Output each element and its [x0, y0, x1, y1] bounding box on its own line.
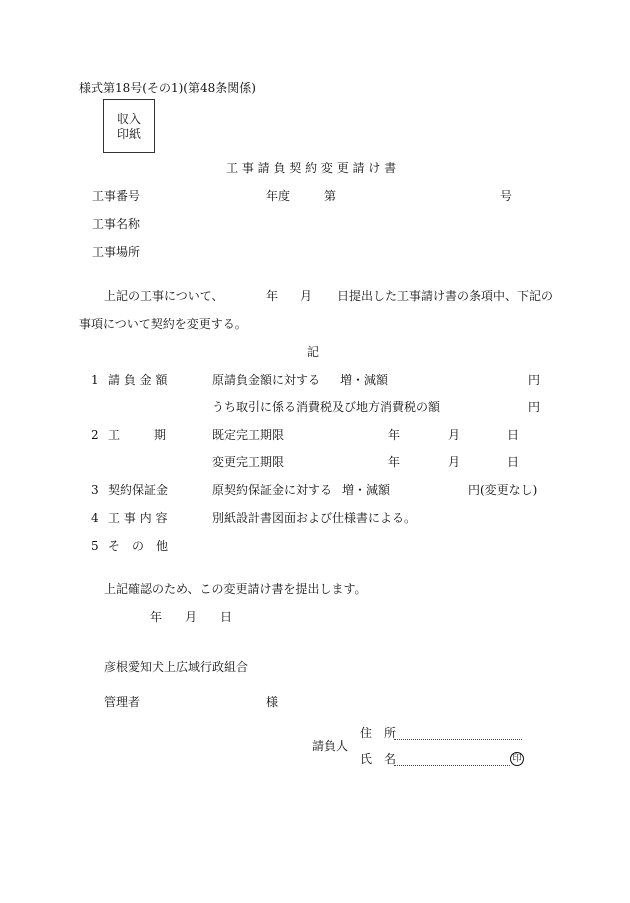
closing-year: 年 — [150, 610, 163, 624]
construction-place-label: 工事場所 — [92, 245, 141, 259]
item-2-label-a: 工 — [108, 428, 121, 442]
item-3-number: 3 — [91, 483, 99, 497]
item-2-row2-day: 日 — [507, 455, 520, 469]
seal-icon: 印 — [510, 752, 524, 766]
dai-label: 第 — [324, 189, 337, 203]
revenue-stamp-label-2: 印紙 — [116, 127, 141, 141]
item-1-tax-yen: 円 — [528, 400, 541, 414]
revenue-stamp-box — [103, 99, 155, 153]
item-1-tax-description: うち取引に係る消費税及び地方消費税の額 — [212, 400, 441, 414]
closing-statement: 上記確認のため、この変更請け書を提出します。 — [104, 582, 367, 596]
intro-text-line2: 事項について契約を変更する。 — [79, 317, 247, 331]
contractor-name-label: 氏 名 — [360, 752, 397, 766]
item-4-number: 4 — [91, 511, 99, 525]
closing-month: 月 — [185, 610, 198, 624]
contractor-address-label: 住 所 — [360, 726, 397, 740]
revenue-stamp-label-1: 収入 — [116, 112, 141, 126]
item-5-label: そ の 他 — [108, 539, 169, 553]
item-3-description: 原契約保証金に対する — [212, 483, 333, 497]
item-3-change: 増・減額 — [342, 483, 391, 497]
item-2-row1-day: 日 — [507, 428, 520, 442]
item-1-label: 請 負 金 額 — [108, 373, 168, 387]
item-2-row2-month: 月 — [448, 455, 461, 469]
item-2-label-b: 期 — [154, 428, 167, 442]
ki-heading: 記 — [307, 345, 320, 359]
intro-month: 月 — [300, 289, 313, 303]
item-1-change: 増・減額 — [340, 373, 389, 387]
address-dotted-line — [394, 739, 522, 740]
item-2-existing-deadline: 既定完工期限 — [212, 428, 285, 442]
form-number: 様式第18号(その1)(第48条関係) — [79, 81, 256, 95]
intro-text-2: 日提出した工事請け書の条項中、下記の — [337, 289, 554, 303]
name-dotted-line — [394, 765, 510, 766]
item-3-label: 契約保証金 — [108, 483, 169, 497]
item-2-number: 2 — [91, 428, 99, 442]
fiscal-year-label: 年度 — [266, 189, 291, 203]
intro-year: 年 — [266, 289, 279, 303]
intro-text-1: 上記の工事について、 — [104, 289, 224, 303]
item-1-description: 原請負金額に対する — [212, 373, 321, 387]
recipient-sama: 様 — [266, 695, 279, 709]
closing-day: 日 — [220, 610, 233, 624]
item-5-number: 5 — [91, 539, 99, 553]
item-4-description: 別紙設計書図面および仕様書による。 — [212, 511, 417, 525]
item-2-changed-deadline: 変更完工期限 — [212, 455, 285, 469]
item-4-label: 工 事 内 容 — [108, 511, 168, 525]
recipient-organization: 彦根愛知犬上広域行政組合 — [104, 660, 249, 674]
item-3-yen-unchanged: 円(変更なし) — [468, 483, 538, 497]
construction-name-label: 工事名称 — [92, 217, 141, 231]
construction-number-label: 工事番号 — [92, 189, 141, 203]
item-2-row1-month: 月 — [448, 428, 461, 442]
go-label: 号 — [500, 189, 513, 203]
item-1-number: 1 — [91, 373, 99, 387]
recipient-manager-label: 管理者 — [104, 695, 141, 709]
contractor-label: 請負人 — [312, 739, 349, 753]
item-2-row2-year: 年 — [388, 455, 401, 469]
item-1-yen: 円 — [528, 373, 541, 387]
document-title: 工 事 請 負 契 約 変 更 請 け 書 — [226, 161, 397, 175]
item-2-row1-year: 年 — [388, 428, 401, 442]
